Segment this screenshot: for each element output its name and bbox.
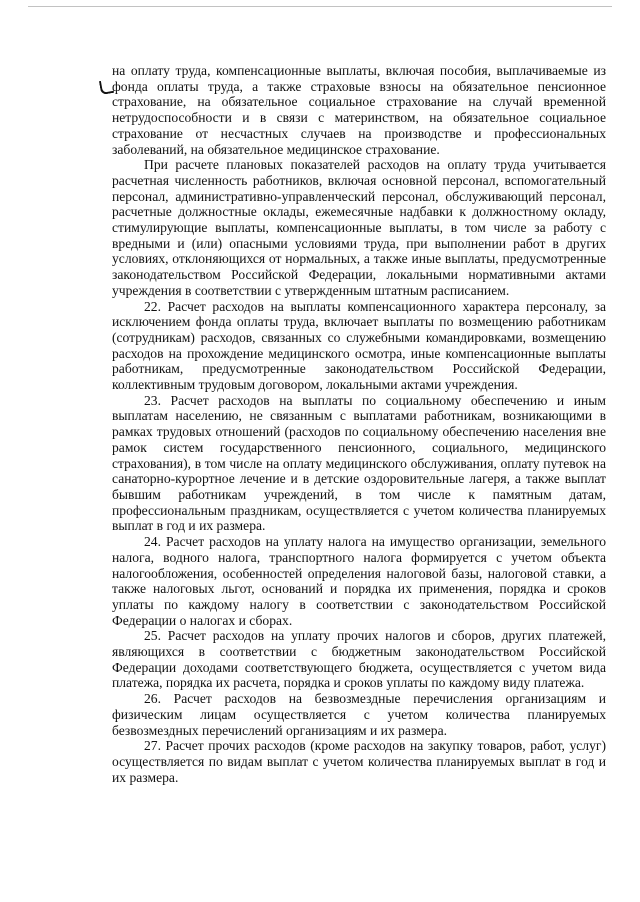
scan-edge-line [28,6,612,7]
paragraph-payroll-calculation: При расчете плановых показателей расходов на оплату труда учитывается расчетная численность работников, включая основной персонал, вспомогательный персонал, административно-управленческий персонал, обслуживающий персонал, расчетные должностные оклады, ежемесячные надбавки к должностному окладу, стимулирующие выплаты, компенсационные выплаты, в том числе за работу с вредными и (или) опасными условиями труда, при выполнении работ в других условиях, отклоняющихся от нормальных, а также иные выплаты, предусмотренные законодательством Российской Федерации, локальными нормативными актами учреждения в соответствии с утвержденным штатным расписанием. [112,157,606,298]
paragraph-continuation: на оплату труда, компенсационные выплаты, включая пособия, выплачиваемые из фонда оплаты труда, а также страховые взносы на обязательное пенсионное страхование, на обязательное социальное страхование на случай временной нетрудоспособности и в связи с материнством, на обязательное социальное страхование от несчастных случаев на производстве и профессиональных заболеваний, на обязательное медицинское страхование. [112,63,606,157]
document-page [112,63,606,785]
paragraph-22: 22. Расчет расходов на выплаты компенсационного характера персоналу, за исключением фонда оплаты труда, включает выплаты по возмещению работникам (сотрудникам) расходов, связанных со служебными командировками, возмещению расходов на прохождение медицинского осмотра, иные компенсационные выплаты работникам, предусмотренные законодательством Российской Федерации, коллективным трудовым договором, локальными актами учреждения. [112,298,606,393]
paragraph-24: 24. Расчет расходов на уплату налога на имущество организации, земельного налога, водного налога, транспортного налога формируется с учетом объекта налогообложения, особенностей определения налоговой базы, налоговой ставки, а также налоговых льгот, оснований и порядка их применения, порядка и сроков уплаты по каждому налогу в соответствии с законодательством Российской Федерации о налогах и сборах. [112,534,606,628]
paragraph-27: 27. Расчет прочих расходов (кроме расходов на закупку товаров, работ, услуг) осуществляется по видам выплат с учетом количества планируемых выплат в год и их размера. [112,738,606,785]
paragraph-23: 23. Расчет расходов на выплаты по социальному обеспечению и иным выплатам населению, не связанным с выплатами работникам, возникающими в рамках трудовых отношений (расходов по социальному обеспечению населения вне рамок систем государственного пенсионного, социального, медицинского страхования), в том числе на оплату медицинского обслуживания, оплату путевок на санаторно-курортное лечение и в детские оздоровительные лагеря, а также выплат бывшим работникам учреждений, в том числе к памятным датам, профессиональным праздникам, осуществляется с учетом количества планируемых выплат в год и их размера. [112,392,606,534]
paragraph-25: 25. Расчет расходов на уплату прочих налогов и сборов, других платежей, являющихся в соответствии с бюджетным законодательством Российской Федерации доходами соответствующего бюджета, осуществляется с учетом вида платежа, порядка их расчета, порядка и сроков уплаты по каждому виду платежа. [112,628,606,691]
paragraph-26: 26. Расчет расходов на безвозмездные перечисления организациям и физическим лицам осуществляется с учетом количества планируемых безвозмездных перечислений организациям и их размера. [112,691,606,738]
